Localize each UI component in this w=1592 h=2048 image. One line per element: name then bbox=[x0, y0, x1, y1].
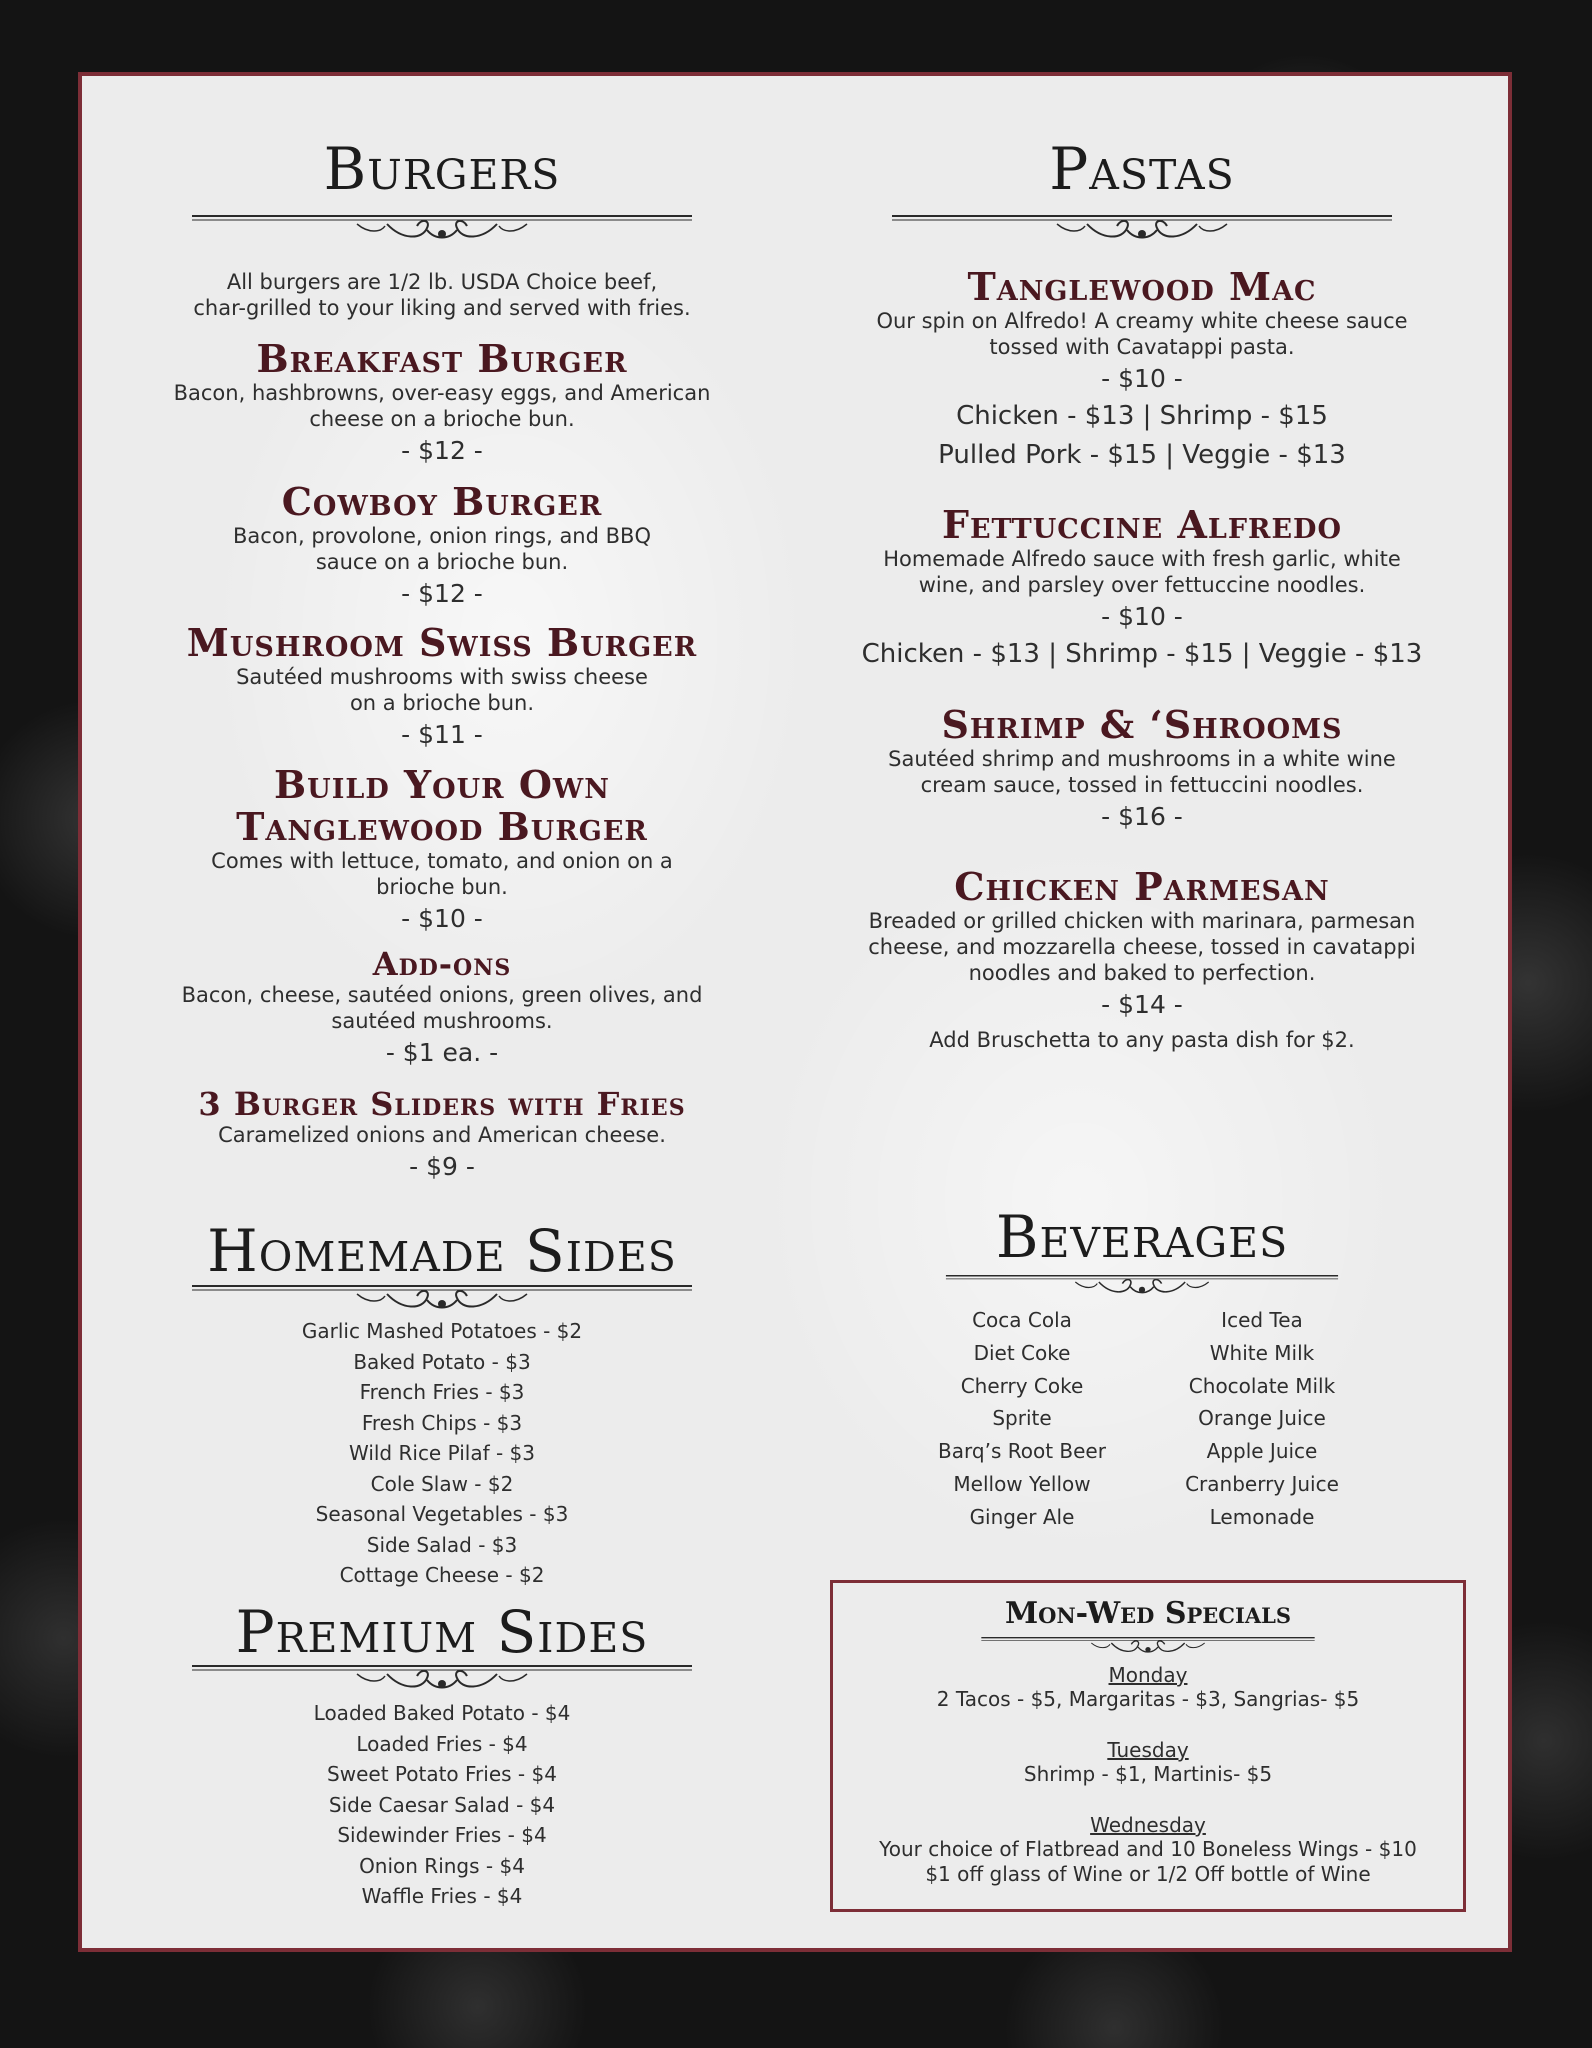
day-label: Tuesday bbox=[1107, 1738, 1189, 1762]
list-item: Diet Coke bbox=[973, 1340, 1071, 1365]
specials-day: Wednesday Your choice of Flatbread and 10 Boneless Wings - $10 $1 off glass of Wine or 1/2 Off bottle of Wine bbox=[833, 1813, 1463, 1887]
list-item: Loaded Baked Potato - $4 bbox=[313, 1701, 571, 1725]
list-item: Iced Tea bbox=[1221, 1308, 1303, 1332]
beverages-list bbox=[822, 1304, 1462, 1534]
beverages-left-column bbox=[922, 1304, 1122, 1534]
item-extras: Chicken - $13 | Shrimp - $15 | Veggie - $13 bbox=[861, 639, 1423, 669]
list-item: Ginger Ale bbox=[969, 1504, 1075, 1529]
list-item: Waffle Fries - $4 bbox=[361, 1884, 523, 1908]
list-item: Cottage Cheese - $2 bbox=[339, 1563, 545, 1587]
item-name: Fettuccine Alfredo bbox=[941, 502, 1342, 547]
specials-title: Mon-Wed Specials bbox=[1004, 1596, 1292, 1631]
list-item: Garlic Mashed Potatoes - $2 bbox=[301, 1319, 583, 1343]
list-item: White Milk bbox=[1209, 1340, 1315, 1365]
item-name: Chicken Parmesan bbox=[954, 864, 1330, 909]
burgers-divider-icon bbox=[187, 206, 697, 242]
homemade-sides-divider-icon bbox=[187, 1276, 697, 1312]
beverages-right-column bbox=[1162, 1304, 1362, 1534]
list-item: Fresh Chips - $3 bbox=[361, 1410, 523, 1435]
item-price: - $9 - bbox=[409, 1152, 475, 1181]
list-item: Onion Rings - $4 bbox=[359, 1853, 525, 1878]
burgers-intro: All burgers are 1/2 lb. USDA Choice beef, char-grilled to your liking and served with fries. bbox=[193, 270, 691, 320]
menu-panel bbox=[78, 72, 1512, 1952]
list-item: Apple Juice bbox=[1206, 1439, 1318, 1464]
item-name: Cowboy Burger bbox=[281, 479, 603, 524]
menu-item: Chicken Parmesan Breaded or grilled chicken with marinara, parmesan cheese, and mozzarella cheese, tossed in cavatappi noodles and baked to perfection. - $14 - Add Bruschetta to any pasta dish for $2. bbox=[822, 866, 1462, 1053]
item-name: 3 Burger Sliders with Fries bbox=[198, 1085, 686, 1123]
pastas-divider-icon bbox=[887, 206, 1397, 242]
item-name: Tanglewood Mac bbox=[967, 264, 1317, 309]
list-item: Cole Slaw - $2 bbox=[370, 1471, 514, 1496]
item-name: Breakfast Burger bbox=[256, 336, 628, 381]
list-item: Chocolate Milk bbox=[1188, 1373, 1336, 1398]
item-name: Add-ons bbox=[372, 945, 512, 983]
menu-item: Shrimp & ‘Shrooms Sautéed shrimp and mushrooms in a white wine cream sauce, tossed in fettuccini noodles. - $16 - bbox=[822, 704, 1462, 833]
menu-item: Tanglewood Mac Our spin on Alfredo! A creamy white cheese sauce tossed with Cavatappi pasta. - $10 - Chicken - $13 | Shrimp - $15 Pulled Pork - $15 | Veggie - $13 bbox=[822, 266, 1462, 473]
premium-sides-divider-icon bbox=[187, 1656, 697, 1692]
menu-item: Mushroom Swiss Burger Sautéed mushrooms with swiss cheese on a brioche bun. - $11 - bbox=[122, 622, 762, 751]
item-price: - $12 - bbox=[401, 436, 483, 465]
item-price: - $16 - bbox=[1101, 802, 1183, 831]
item-extras: Pulled Pork - $15 | Veggie - $13 bbox=[938, 440, 1346, 470]
item-price: - $11 - bbox=[401, 720, 483, 749]
specials-day: Tuesday Shrimp - $1, Martinis- $5 bbox=[833, 1738, 1463, 1787]
list-item: Mellow Yellow bbox=[953, 1471, 1091, 1496]
premium-sides-title: Premium Sides bbox=[235, 1598, 649, 1666]
menu-item: Fettuccine Alfredo Homemade Alfredo sauce with fresh garlic, white wine, and parsley over fettuccine noodles. - $10 - Chicken - $13 | Shrimp - $15 | Veggie - $13 bbox=[822, 504, 1462, 672]
item-name: Shrimp & ‘Shrooms bbox=[941, 702, 1343, 747]
item-name: Mushroom Swiss Burger bbox=[186, 620, 698, 665]
list-item: Sweet Potato Fries - $4 bbox=[327, 1762, 557, 1786]
menu-item: Breakfast Burger Bacon, hashbrowns, over-easy eggs, and American cheese on a brioche bun. - $12 - bbox=[122, 338, 762, 467]
burgers-title: Burgers bbox=[323, 135, 561, 203]
item-price: - $14 - bbox=[1101, 990, 1183, 1019]
list-item: Side Caesar Salad - $4 bbox=[328, 1792, 556, 1817]
menu-item: 3 Burger Sliders with Fries Caramelized onions and American cheese. - $9 - bbox=[122, 1086, 762, 1183]
specials-divider-icon bbox=[968, 1631, 1328, 1655]
item-price: - $10 - bbox=[1101, 364, 1183, 393]
item-name: Tanglewood Burger bbox=[236, 804, 648, 849]
right-column bbox=[822, 76, 1462, 1529]
list-item: Sidewinder Fries - $4 bbox=[337, 1823, 547, 1847]
list-item: Coca Cola bbox=[972, 1308, 1072, 1332]
item-extras: Chicken - $13 | Shrimp - $15 bbox=[956, 401, 1328, 431]
list-item: Sprite bbox=[992, 1406, 1052, 1431]
item-price: - $1 ea. - bbox=[385, 1038, 499, 1067]
homemade-sides-list bbox=[122, 1316, 762, 1591]
left-column bbox=[122, 76, 762, 1936]
beverages-title: Beverages bbox=[995, 1203, 1289, 1271]
item-name: Build Your Own bbox=[274, 762, 610, 807]
list-item: Lemonade bbox=[1209, 1504, 1315, 1529]
menu-item: Build Your Own Tanglewood Burger Comes with lettuce, tomato, and onion on a brioche bun. - $10 - bbox=[122, 764, 762, 935]
list-item: Cherry Coke bbox=[960, 1373, 1084, 1398]
list-item: Seasonal Vegetables - $3 bbox=[315, 1502, 569, 1526]
list-item: French Fries - $3 bbox=[359, 1380, 525, 1404]
list-item: Cranberry Juice bbox=[1185, 1471, 1339, 1496]
item-price: - $10 - bbox=[401, 904, 483, 933]
day-label: Monday bbox=[1108, 1663, 1188, 1687]
list-item: Orange Juice bbox=[1198, 1406, 1326, 1431]
list-item: Baked Potato - $3 bbox=[353, 1349, 531, 1374]
beverages-divider-icon bbox=[942, 1264, 1342, 1300]
pasta-note: Add Bruschetta to any pasta dish for $2. bbox=[929, 1028, 1355, 1052]
list-item: Barq’s Root Beer bbox=[938, 1439, 1106, 1464]
menu-item: Cowboy Burger Bacon, provolone, onion rings, and BBQ sauce on a brioche bun. - $12 - bbox=[122, 481, 762, 610]
list-item: Wild Rice Pilaf - $3 bbox=[348, 1441, 536, 1465]
list-item: Loaded Fries - $4 bbox=[356, 1731, 528, 1756]
list-item: Side Salad - $3 bbox=[366, 1532, 518, 1557]
menu-item: Add-ons Bacon, cheese, sautéed onions, green olives, and sautéed mushrooms. - $1 ea. - bbox=[122, 946, 762, 1069]
item-price: - $12 - bbox=[401, 579, 483, 608]
specials-day: Monday 2 Tacos - $5, Margaritas - $3, Sangrias- $5 bbox=[833, 1663, 1463, 1712]
homemade-sides-title: Homemade Sides bbox=[207, 1217, 677, 1285]
day-label: Wednesday bbox=[1090, 1813, 1206, 1837]
item-price: - $10 - bbox=[1101, 602, 1183, 631]
specials-box bbox=[830, 1580, 1466, 1912]
premium-sides-list bbox=[122, 1698, 762, 1912]
pastas-title: Pastas bbox=[1049, 135, 1235, 203]
